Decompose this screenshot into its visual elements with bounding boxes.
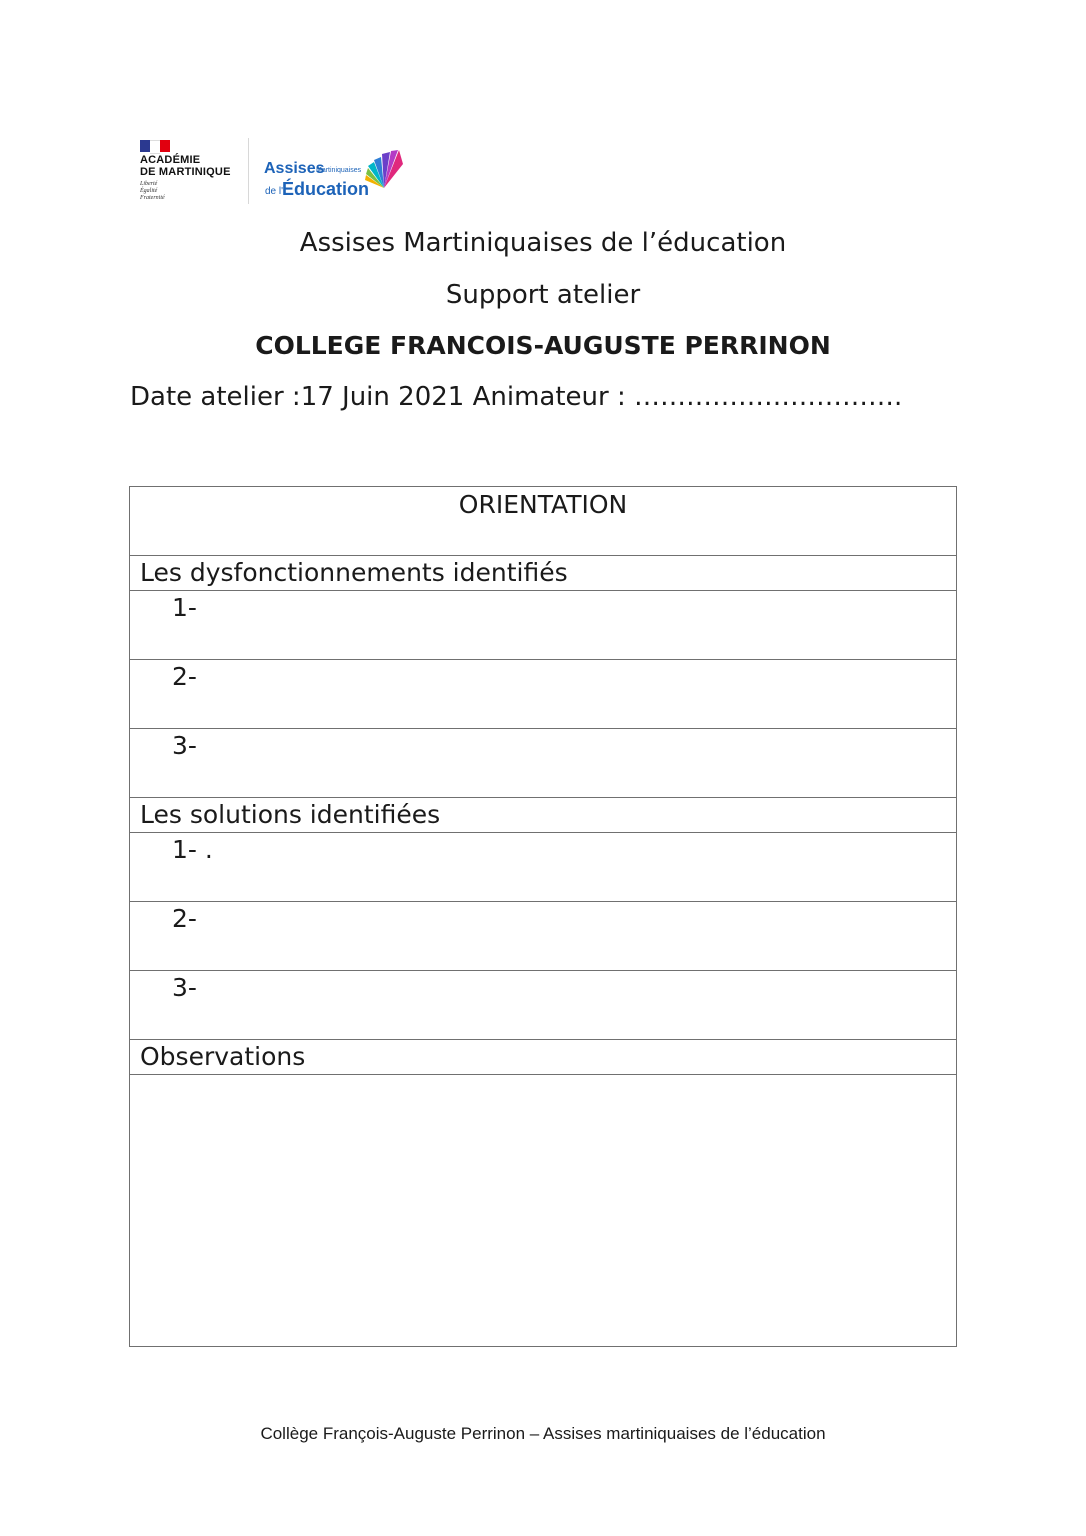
table-row: [130, 971, 957, 1040]
table-title: ORIENTATION: [458, 490, 628, 519]
item-number: 2-: [172, 904, 197, 933]
motto-egalite: Égalité: [140, 188, 158, 194]
logos: [138, 138, 418, 208]
item-number: 3-: [172, 973, 197, 1002]
observations-row: [130, 1075, 957, 1347]
section-label-solutions: Les solutions identifiées: [140, 800, 441, 829]
item-number: 3-: [172, 731, 197, 760]
table-row: [130, 833, 957, 902]
item-number: 1-: [172, 593, 197, 622]
academie-name-line2: DE MARTINIQUE: [140, 166, 231, 178]
table-title-cell: [130, 487, 957, 556]
assises-logo: [264, 148, 404, 204]
page-footer: Collège François-Auguste Perrinon – Assises martiniquaises de l’éducation: [260, 1424, 826, 1443]
dysfonctionnement-1-cell[interactable]: [130, 591, 957, 660]
solution-3-cell[interactable]: [130, 971, 957, 1040]
assises-logo-main: Éducation: [282, 179, 370, 199]
observations-cell[interactable]: [130, 1075, 957, 1347]
motto-fraternite: Fraternité: [140, 195, 165, 201]
academie-name-line1: ACADÉMIE: [140, 154, 201, 166]
assises-logo-de: de l': [265, 186, 284, 197]
section-label-dysfonctionnements: Les dysfonctionnements identifiés: [140, 558, 568, 587]
french-flag-icon: [140, 140, 170, 152]
school-name: COLLEGE FRANCOIS-AUGUSTE PERRINON: [255, 331, 831, 360]
dysfonctionnement-3-cell[interactable]: [130, 729, 957, 798]
open-book-icon: [364, 148, 404, 194]
table-row: [130, 660, 957, 729]
table-row: [130, 729, 957, 798]
section-row-solutions: [130, 798, 957, 833]
academie-logo: [138, 138, 249, 204]
date-animator-line: Date atelier :17 Juin 2021 Animateur : ………………………….: [130, 382, 903, 412]
document-subtitle: Support atelier: [445, 280, 641, 310]
table-row: [130, 902, 957, 971]
solution-2-cell[interactable]: [130, 902, 957, 971]
section-row-dysfonctionnements: [130, 556, 957, 591]
motto-liberte: Liberté: [140, 181, 158, 187]
section-label-observations: Observations: [140, 1042, 306, 1071]
dysfonctionnement-2-cell[interactable]: [130, 660, 957, 729]
workshop-form-table: [129, 486, 957, 1347]
solution-1-cell[interactable]: [130, 833, 957, 902]
assises-logo-top: Assises: [264, 160, 325, 177]
document-title: Assises Martiniquaises de l’éducation: [299, 228, 787, 258]
item-number: 2-: [172, 662, 197, 691]
table-row: [130, 591, 957, 660]
item-number: 1- .: [172, 835, 213, 864]
table-title-row: [130, 487, 957, 556]
section-row-observations: [130, 1040, 957, 1075]
assises-logo-small: Martiniquaises: [316, 167, 362, 174]
